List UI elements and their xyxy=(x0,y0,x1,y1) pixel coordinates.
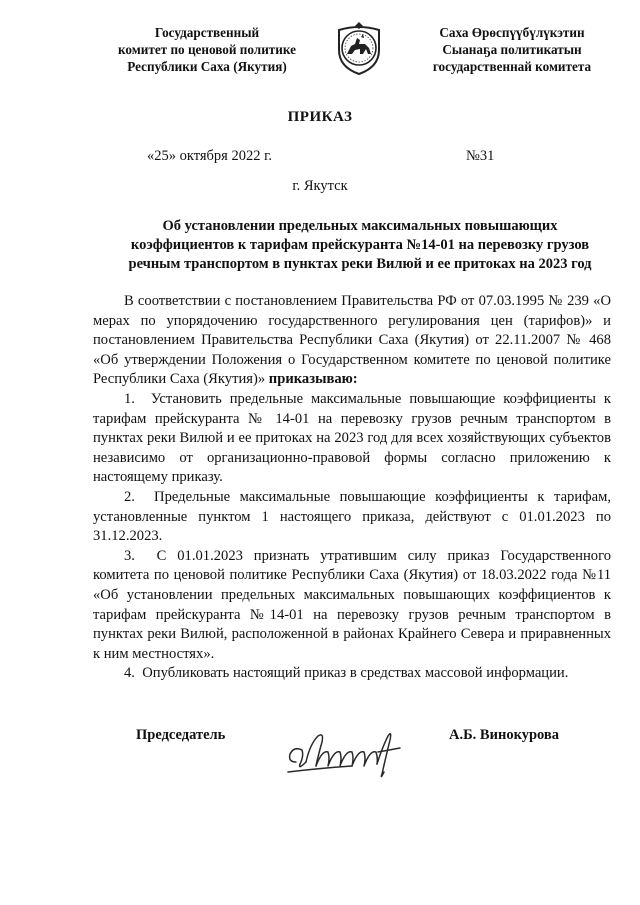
coat-of-arms-emblem-icon xyxy=(333,20,385,76)
subject-line: Об установлении предельных максимальных повышающих xyxy=(162,218,558,234)
preamble-bold-text: приказываю: xyxy=(268,371,358,388)
order-subject xyxy=(100,217,620,274)
order-number: №31 xyxy=(466,148,495,164)
header-left-line: Республики Саха (Якутия) xyxy=(127,59,287,74)
signer-name: А.Б. Винокурова xyxy=(449,727,559,743)
order-item-4: 4. Опубликовать настоящий приказ в средствах массовой информации. xyxy=(124,665,569,682)
chair-label: Председатель xyxy=(136,727,226,743)
preamble-text: В соответствии с постановлением Правительства РФ от 07.03.1995 № 239 «О мерах по упорядочению государственного регулирования цен (тарифов)» и постановлением Правительства Республики Саха (Якутия) от 22.11.2007 № 468 «Об утверждении Положения о Государственном комитете по ценовой политике Республики Саха (Якутия)» xyxy=(93,293,611,388)
order-date: «25» октября 2022 г. xyxy=(147,148,273,164)
order-item-2: 2. Предельные максимальные повышающие коэффициенты к тарифам, установленные пунктом 1 настоящего приказа, действуют с 01.01.2023 по 31.12.2023. xyxy=(93,488,611,545)
header-right-organization xyxy=(412,24,612,75)
header-right-line: Саха Өрөспүүбүлүкэтин xyxy=(439,25,585,40)
header-left-line: Государственный xyxy=(154,25,260,40)
subject-line: коэффициентов к тарифам прейскуранта №14-01 на перевозку грузов xyxy=(130,237,590,253)
header-left-line: комитет по ценовой политике xyxy=(118,42,296,57)
order-item-3: 3. С 01.01.2023 признать утратившим силу приказ Государственного комитета по ценовой политике Республики Саха (Якутия) от 18.03.2022 года №11 «Об установлении предельных максимальных повышающих коэффициентов к тарифам прейскуранта №14-01 на перевозку грузов речным транспортом в пунктах реки Вилюй, расположенной в районах Крайнего Севера и приравненных к ним местностях». xyxy=(93,547,611,662)
order-city: г. Якутск xyxy=(292,178,348,194)
order-item-1: 1. Установить предельные максимальные повышающие коэффициенты к тарифам прейскуранта № 14-01 на перевозку грузов речным транспортом в пунктах реки Вилюй и ее притоках на 2023 год для всех хозяйствующих субъектов независимо от организационно-правовой формы согласно приложению к настоящему приказу. xyxy=(93,390,611,486)
header-right-line: государственнай комитета xyxy=(432,59,592,74)
handwritten-signature xyxy=(282,722,414,784)
header-right-line: Сыанаҕа политикатын xyxy=(442,42,582,57)
order-title: ПРИКАЗ xyxy=(287,109,353,125)
subject-line: речным транспортом в пунктах реки Вилюй и ее притоках на 2023 год xyxy=(128,256,592,272)
order-body xyxy=(93,292,611,684)
preamble-paragraph xyxy=(93,292,611,390)
header-left-organization xyxy=(96,24,318,75)
